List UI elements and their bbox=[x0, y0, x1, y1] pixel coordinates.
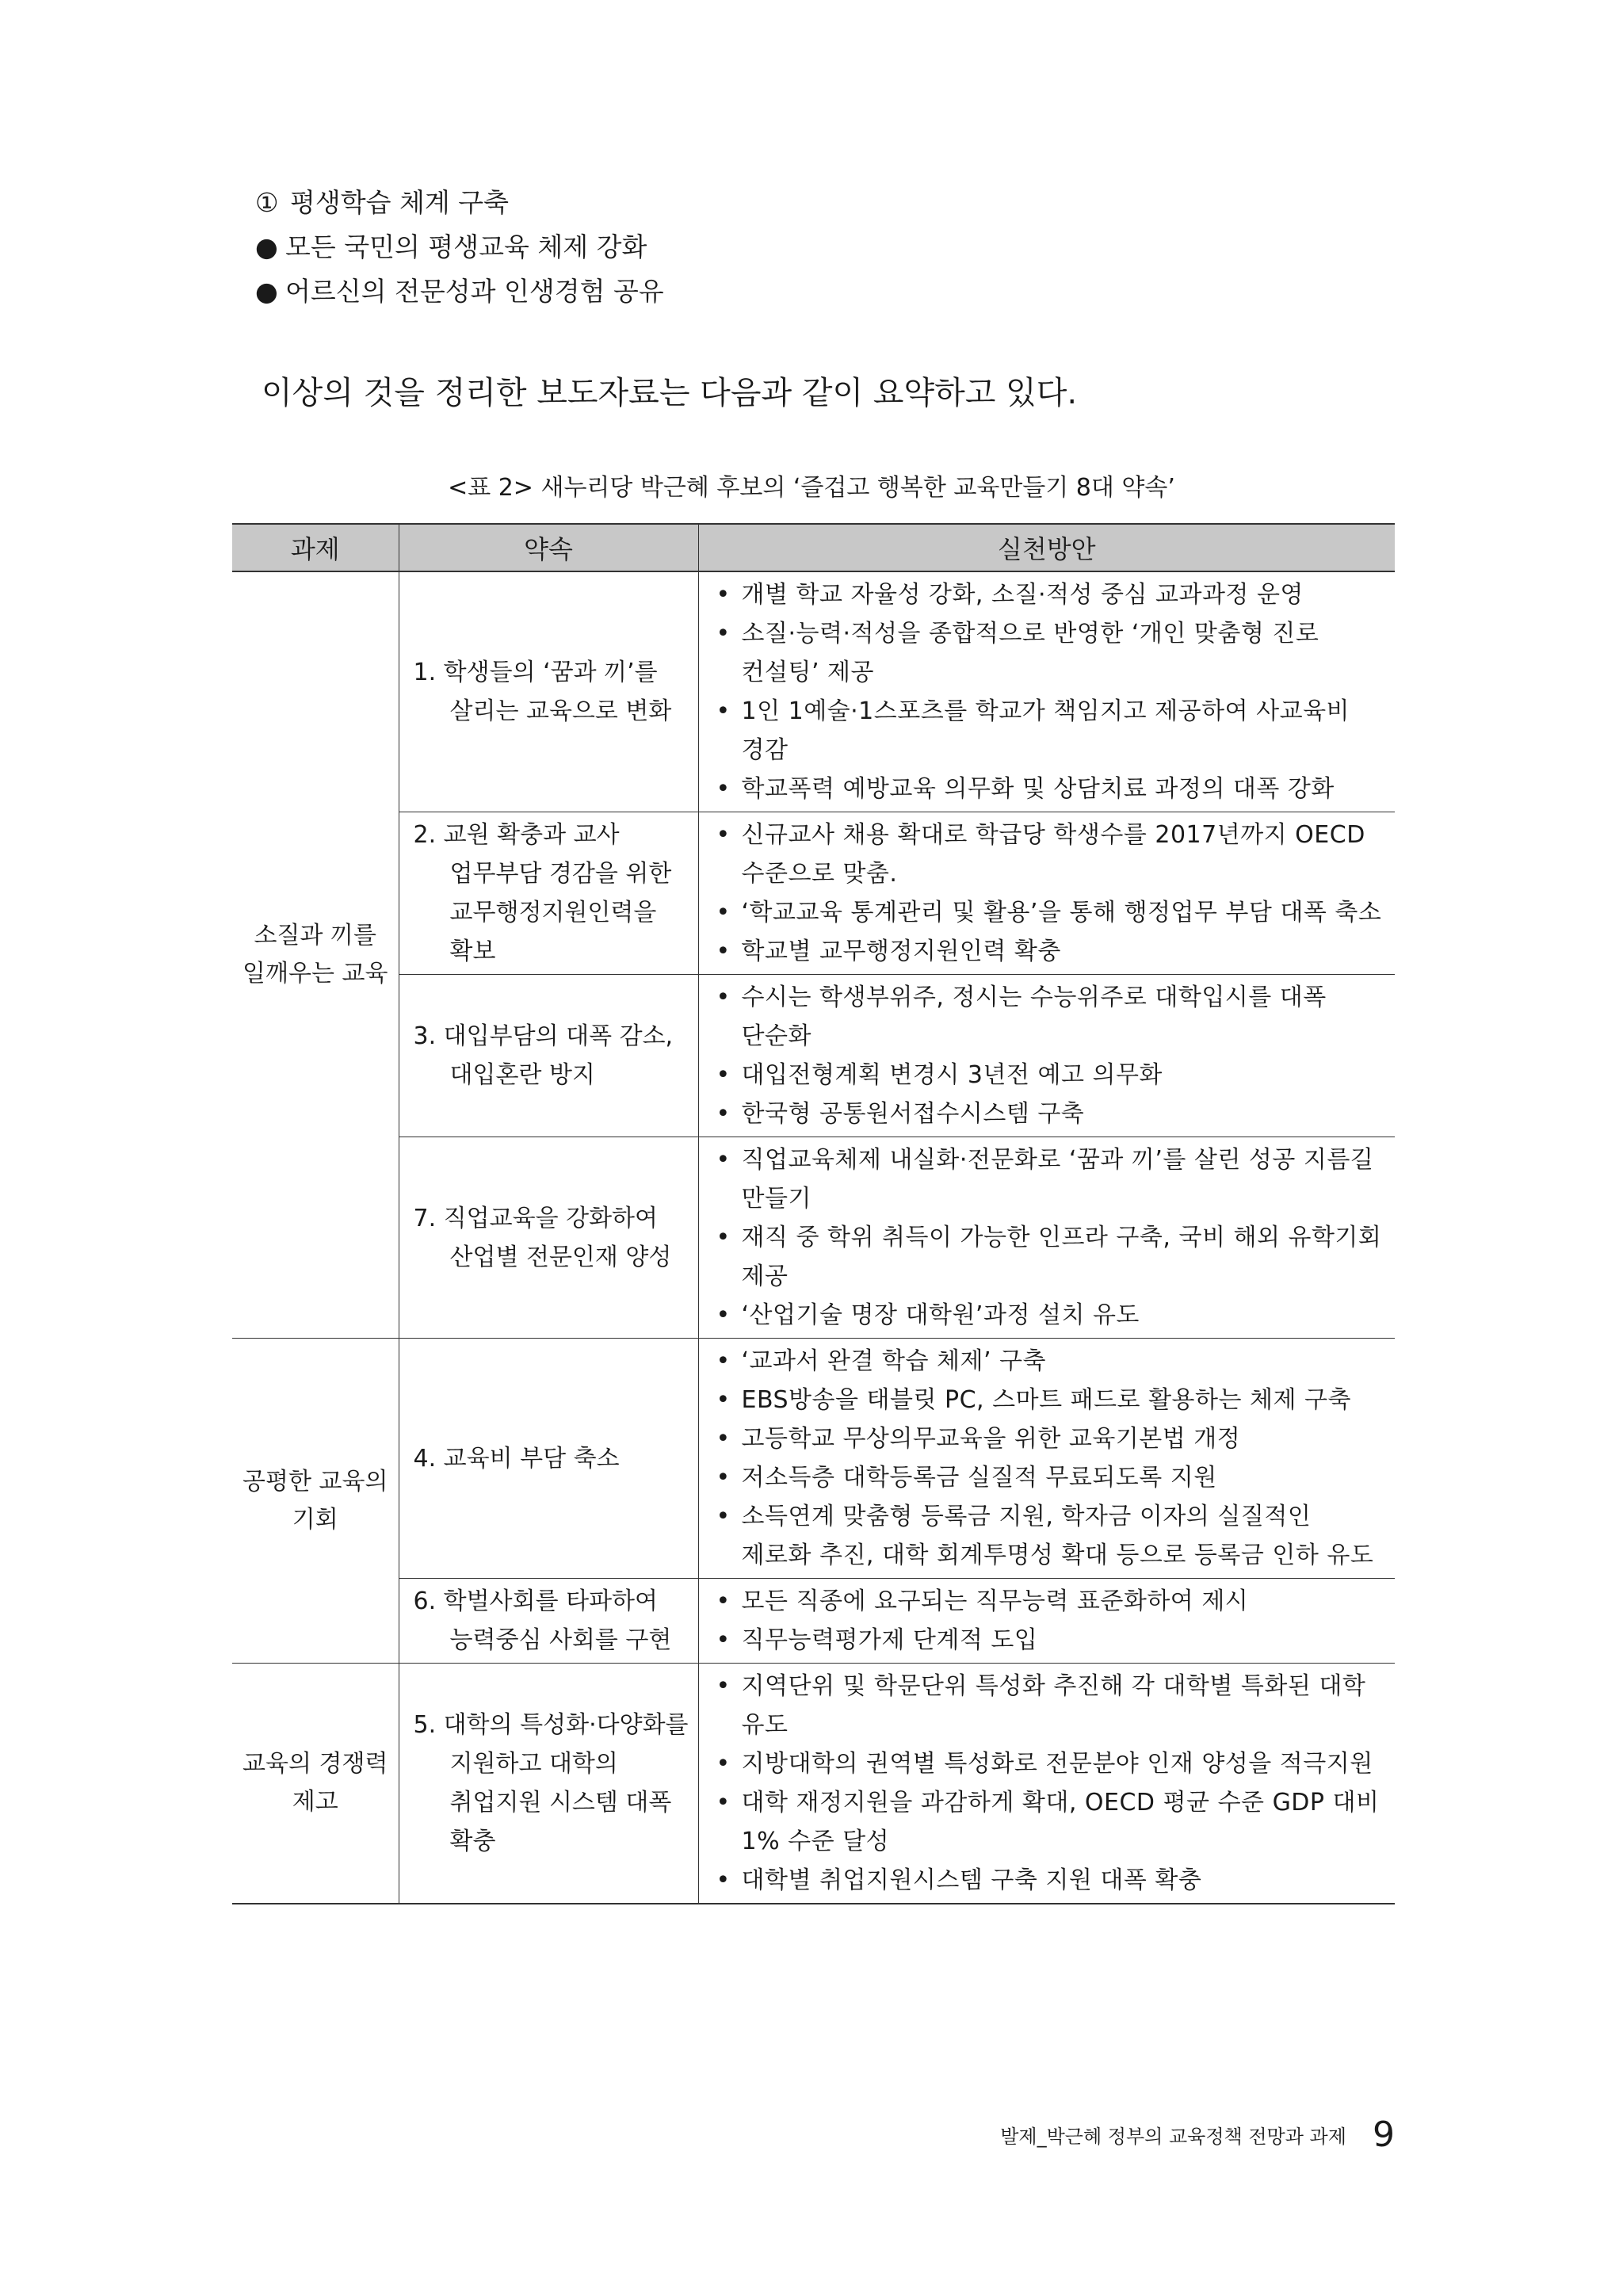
table-row bbox=[232, 812, 1395, 975]
action-list bbox=[710, 1667, 1389, 1900]
bullet-item bbox=[255, 225, 1444, 269]
action-item: • 대학 재정지원을 과감하게 확대, OECD 평균 수준 GDP 대비 1% 수준 달성 bbox=[710, 1783, 1389, 1861]
table-row bbox=[232, 571, 1395, 812]
action-item: • 학교폭력 예방교육 의무화 및 상담치료 과정의 대폭 강화 bbox=[710, 770, 1389, 808]
footer-title: 발제_박근혜 정부의 교육정책 전망과 과제 bbox=[1000, 2126, 1346, 2148]
action-item: • 소질·능력·적성을 종합적으로 반영한 ‘개인 맞춤형 진로 컨설팅’ 제공 bbox=[710, 614, 1389, 692]
table-caption: <표 2> 새누리당 박근혜 후보의 ‘즐겁고 행복한 교육만들기 8대 약속’ bbox=[448, 474, 1175, 502]
promises-table bbox=[232, 523, 1395, 1904]
action-item: • 재직 중 학위 취득이 가능한 인프라 구축, 국비 해외 유학기회 제공 bbox=[710, 1218, 1389, 1296]
numbered-item bbox=[255, 181, 1444, 225]
action-list bbox=[710, 978, 1389, 1133]
promise-text: 2. 교원 확충과 교사 업무부담 경감을 위한 교무행정지원인력을 확보 bbox=[413, 821, 672, 965]
promise-text: 6. 학벌사회를 타파하여 능력중심 사회를 구현 bbox=[413, 1587, 672, 1654]
action-item: • 고등학교 무상의무교육을 위한 교육기본법 개정 bbox=[710, 1419, 1389, 1458]
promise-text: 5. 대학의 특성화·다양화를 지원하고 대학의 취업지원 시스템 대폭 확충 bbox=[413, 1711, 689, 1855]
action-item: • 신규교사 채용 확대로 학급당 학생수를 2017년까지 OECD 수준으로 맞춤. bbox=[710, 816, 1389, 893]
action-item: • 대입전형계획 변경시 3년전 예고 의무화 bbox=[710, 1056, 1389, 1095]
promise-cell bbox=[399, 571, 698, 812]
promise-cell bbox=[399, 975, 698, 1137]
promise-cell bbox=[399, 812, 698, 975]
header-action-plan: 실천방안 bbox=[698, 524, 1395, 571]
header-promise: 약속 bbox=[399, 524, 698, 571]
table-row bbox=[232, 1137, 1395, 1339]
promise-text: 7. 직업교육을 강화하여 산업별 전문인재 양성 bbox=[413, 1204, 672, 1271]
category-label: 교육의 경쟁력 제고 bbox=[242, 1750, 388, 1816]
action-plan-cell bbox=[698, 571, 1395, 812]
action-item: • 수시는 학생부위주, 정시는 수능위주로 대학입시를 대폭 단순화 bbox=[710, 978, 1389, 1056]
bullet-dot: ● bbox=[255, 231, 278, 262]
action-plan-cell bbox=[698, 812, 1395, 975]
action-item: • EBS방송을 태블릿 PC, 스마트 패드로 활용하는 체제 구축 bbox=[710, 1381, 1389, 1419]
promise-text: 3. 대입부담의 대폭 감소, 대입혼란 방지 bbox=[413, 1022, 674, 1089]
category-cell bbox=[232, 571, 399, 1339]
action-plan-cell bbox=[698, 975, 1395, 1137]
action-item: • ‘학교교육 통계관리 및 활용’을 통해 행정업무 부담 대폭 축소 bbox=[710, 893, 1389, 932]
action-item: • 직업교육체제 내실화·전문화로 ‘꿈과 끼’를 살린 성공 지름길 만들기 bbox=[710, 1140, 1389, 1218]
table-body bbox=[232, 571, 1395, 1904]
bullet-item-text: 어르신의 전문성과 인생경험 공유 bbox=[285, 276, 664, 307]
page-number: 9 bbox=[1373, 2115, 1395, 2155]
action-item: • ‘산업기술 명장 대학원’과정 설치 유도 bbox=[710, 1296, 1389, 1335]
action-item: • 1인 1예술·1스포츠를 학교가 책임지고 제공하여 사교육비 경감 bbox=[710, 692, 1389, 770]
table-header-row bbox=[232, 524, 1395, 571]
action-plan-cell bbox=[698, 1137, 1395, 1339]
category-cell bbox=[232, 1339, 399, 1664]
table-row bbox=[232, 1579, 1395, 1664]
category-cell bbox=[232, 1664, 399, 1904]
numbered-item-text: 평생학습 체계 구축 bbox=[290, 187, 510, 218]
action-item: • 저소득층 대학등록금 실질적 무료되도록 지원 bbox=[710, 1458, 1389, 1497]
promise-text: 1. 학생들의 ‘꿈과 끼’를 살리는 교육으로 변화 bbox=[413, 659, 672, 725]
page-footer bbox=[1000, 2115, 1395, 2155]
action-item: • 모든 직종에 요구되는 직무능력 표준화하여 제시 bbox=[710, 1582, 1389, 1621]
header-task: 과제 bbox=[232, 524, 399, 571]
action-item: • 학교별 교무행정지원인력 확충 bbox=[710, 932, 1389, 971]
promise-text: 4. 교육비 부담 축소 bbox=[413, 1444, 620, 1473]
promise-cell bbox=[399, 1339, 698, 1579]
table-row bbox=[232, 1664, 1395, 1904]
action-item: • 지방대학의 권역별 특성화로 전문분야 인재 양성을 적극지원 bbox=[710, 1744, 1389, 1783]
intro-list bbox=[255, 181, 1444, 314]
promise-cell bbox=[399, 1664, 698, 1904]
action-item: • ‘교과서 완결 학습 체제’ 구축 bbox=[710, 1342, 1389, 1381]
promise-cell bbox=[399, 1137, 698, 1339]
category-label: 공평한 교육의 기회 bbox=[242, 1467, 388, 1534]
circled-number: ① bbox=[255, 187, 279, 218]
action-item: • 개별 학교 자율성 강화, 소질·적성 중심 교과과정 운영 bbox=[710, 575, 1389, 614]
category-label: 소질과 끼를 일깨우는 교육 bbox=[242, 922, 388, 988]
action-item: • 대학별 취업지원시스템 구축 지원 대폭 확충 bbox=[710, 1861, 1389, 1900]
bullet-item bbox=[255, 269, 1444, 314]
action-list bbox=[710, 1582, 1389, 1660]
action-list bbox=[710, 1140, 1389, 1335]
action-item: • 소득연계 맞춤형 등록금 지원, 학자금 이자의 실질적인 제로화 추진, 대학 회계투명성 확대 등으로 등록금 인하 유도 bbox=[710, 1497, 1389, 1575]
action-plan-cell bbox=[698, 1339, 1395, 1579]
bullet-item-text: 모든 국민의 평생교육 체제 강화 bbox=[285, 231, 647, 262]
action-list bbox=[710, 575, 1389, 808]
action-list bbox=[710, 816, 1389, 971]
action-list bbox=[710, 1342, 1389, 1575]
action-plan-cell bbox=[698, 1664, 1395, 1904]
action-plan-cell bbox=[698, 1579, 1395, 1664]
action-item: • 한국형 공통원서접수시스템 구축 bbox=[710, 1095, 1389, 1133]
action-item: • 직무능력평가제 단계적 도입 bbox=[710, 1621, 1389, 1660]
table-row bbox=[232, 1339, 1395, 1579]
bullet-dot: ● bbox=[255, 276, 278, 307]
table-row bbox=[232, 975, 1395, 1137]
promise-cell bbox=[399, 1579, 698, 1664]
action-item: • 지역단위 및 학문단위 특성화 추진해 각 대학별 특화된 대학 유도 bbox=[710, 1667, 1389, 1744]
summary-paragraph: 이상의 것을 정리한 보도자료는 다음과 같이 요약하고 있다. bbox=[262, 375, 1078, 411]
